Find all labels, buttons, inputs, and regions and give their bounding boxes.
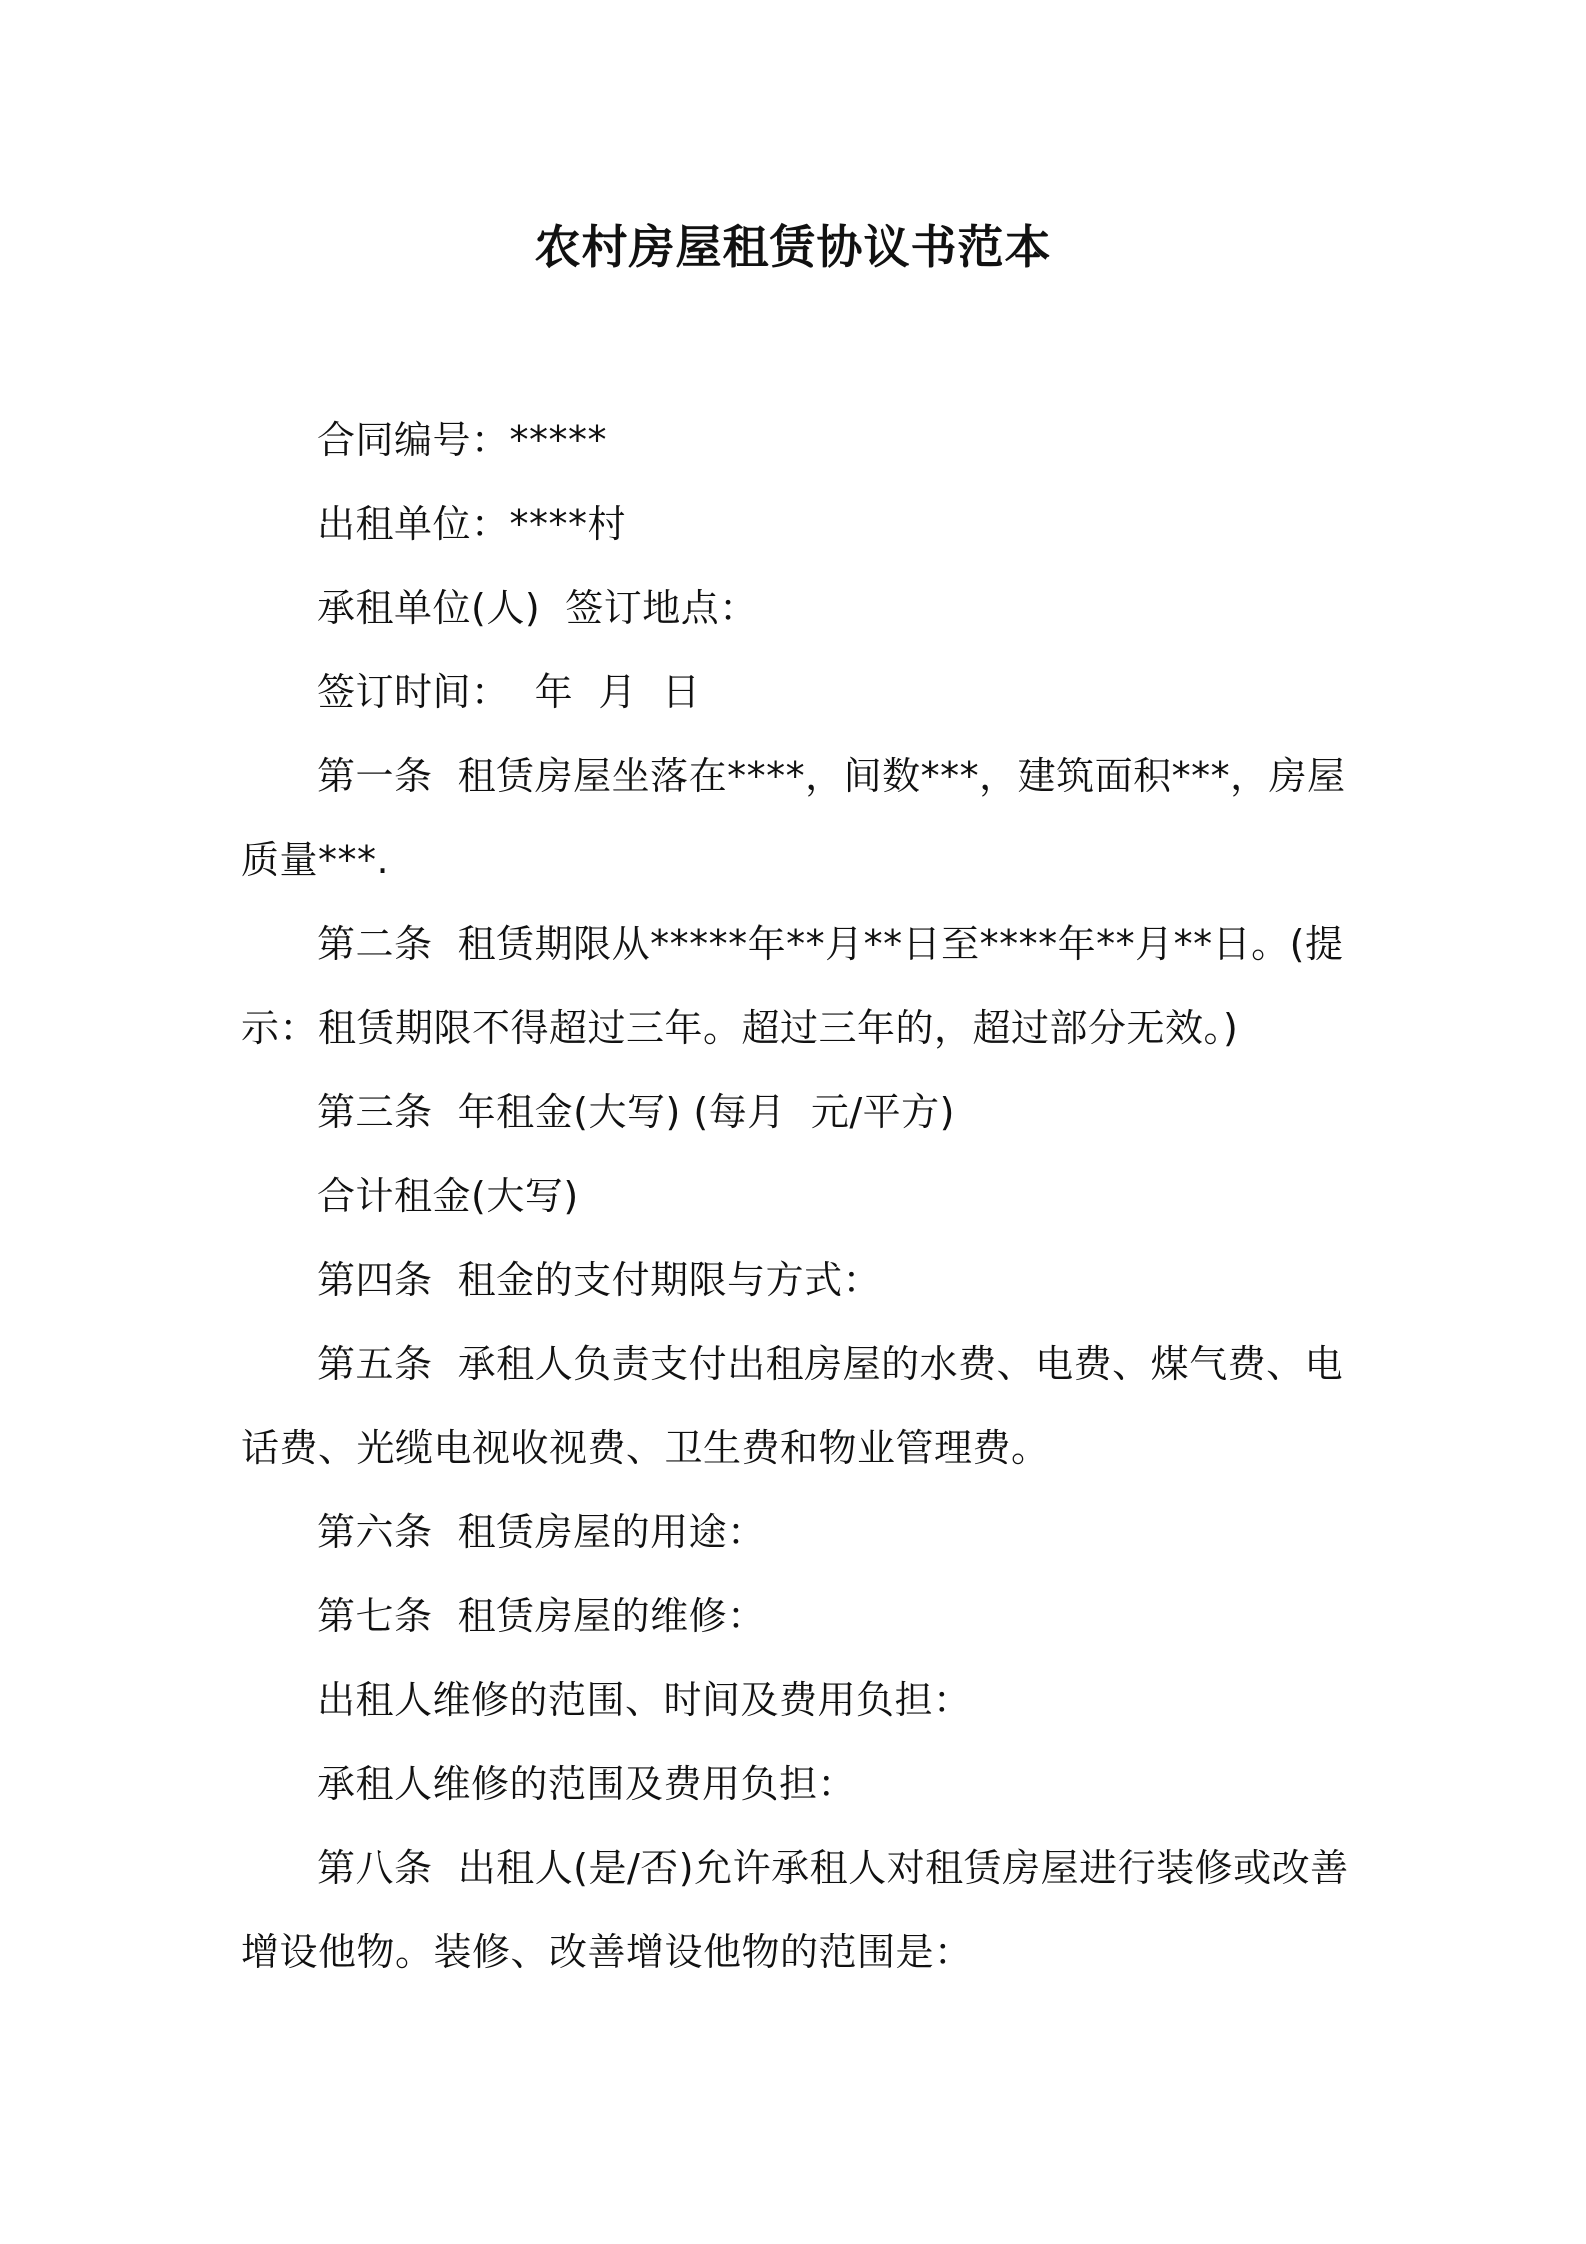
lessee-signing-place-line: 承租单位(人) 签订地点： xyxy=(317,586,758,630)
lessor-repair-line: 出租人维修的范围、时间及费用负担： xyxy=(317,1678,972,1722)
total-rent-line: 合计租金(大写) xyxy=(317,1174,579,1218)
article-1: 第一条 租赁房屋坐落在****，间数***，建筑面积***，房屋质量***. xyxy=(241,754,1346,882)
article-7: 第七条 租赁房屋的维修： xyxy=(317,1594,766,1638)
article-4: 第四条 租金的支付期限与方式： xyxy=(317,1258,882,1302)
contract-number-line: 合同编号：***** xyxy=(317,418,608,462)
lessor-line: 出租单位：****村 xyxy=(317,502,627,546)
article-8: 第八条 出租人(是/否)允许承租人对租赁房屋进行装修或改善增设他物。装修、改善增设他物的范围是： xyxy=(241,1846,1349,1974)
article-5: 第五条 承租人负责支付出租房屋的水费、电费、煤气费、电话费、光缆电视收视费、卫生费和物业管理费。 xyxy=(241,1342,1344,1470)
article-3: 第三条 年租金(大写) (每月 元/平方) xyxy=(317,1090,956,1134)
document-body xyxy=(241,398,1353,1994)
article-6: 第六条 租赁房屋的用途： xyxy=(317,1510,766,1554)
lessee-repair-line: 承租人维修的范围及费用负担： xyxy=(317,1762,857,1806)
signing-date-line: 签订时间： 年 月 日 xyxy=(317,670,701,714)
article-2: 第二条 租赁期限从*****年**月**日至****年**月**日。(提示：租赁期限不得超过三年。超过三年的，超过部分无效。) xyxy=(241,922,1344,1050)
document-title: 农村房屋租赁协议书范本 xyxy=(534,220,1052,274)
